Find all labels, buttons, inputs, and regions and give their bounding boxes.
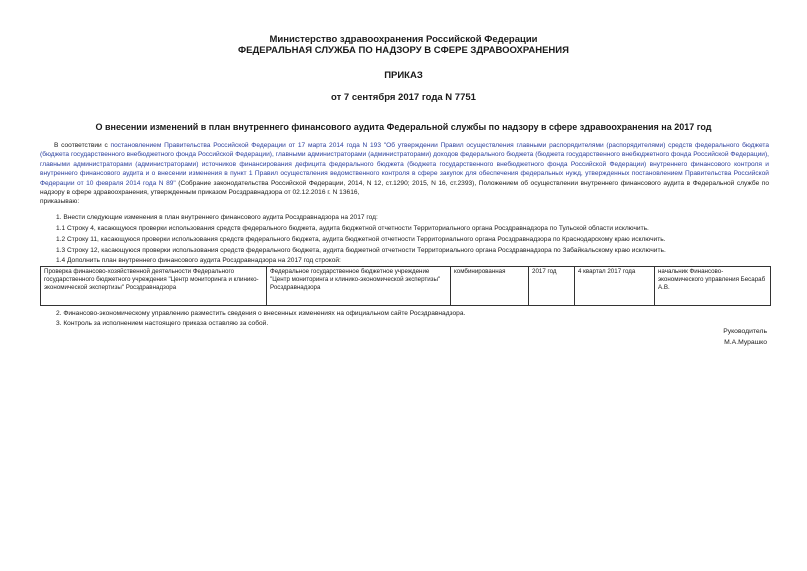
ministry-name: Министерство здравоохранения Российской Федерации xyxy=(269,34,538,45)
table-cell-subject: Проверка финансово-хозяйственной деятельности Федерального государственного бюджетного учреждения "Центр мониторинга и клинико-экономической экспертизы" Росздравнадзора xyxy=(41,267,267,306)
order-item-3: 3. Контроль за исполнением настоящего приказа оставляю за собой. xyxy=(56,320,269,327)
order-item-1-1: 1.1 Строку 4, касающуюся проверки использования средств федерального бюджета, аудита бюджетной отчетности Территориального органа Росздравнадзора по Тульской области исключить. xyxy=(56,225,649,232)
order-item-2: 2. Финансово-экономическому управлению разместить сведения о внесенных изменениях на официальном сайте Росздравнадзора. xyxy=(56,310,466,317)
table-cell-object: Федеральное государственное бюджетное учреждение "Центр мониторинга и клинико-экономической экспертизы" Росздравнадзора xyxy=(267,267,451,306)
table-cell-term: 4 квартал 2017 года xyxy=(575,267,655,306)
order-item-1-4: 1.4 Дополнить план внутреннего финансового аудита Росздравнадзора на 2017 год строкой: xyxy=(56,257,341,264)
order-item-1: 1. Внести следующие изменения в план внутреннего финансового аудита Росздравнадзора на 2017 год: xyxy=(56,214,378,221)
table-cell-method: комбинированная xyxy=(451,267,529,306)
order-item-1-2: 1.2 Строку 11, касающуюся проверки использования средств федерального бюджета, аудита бюджетной отчетности Территориального органа Росздравнадзора по Краснодарскому краю исключить. xyxy=(56,236,666,243)
audit-plan-row-table xyxy=(40,266,771,306)
order-item-1-3: 1.3 Строку 12, касающуюся проверки использования средств федерального бюджета, аудита бюджетной отчетности Территориального органа Росздравнадзора по Забайкальскому краю исключить. xyxy=(56,247,666,254)
table-row xyxy=(41,267,771,306)
table-cell-period: 2017 год xyxy=(529,267,575,306)
document-subject: О внесении изменений в план внутреннего финансового аудита Федеральной службы по надзору в сфере здравоохранения на 2017 год xyxy=(95,122,712,132)
government-decree-link[interactable]: постановлением Правительства Российской Федерации от 17 марта 2014 года N 193 "Об утверждении Правил осуществления главными распорядителями (распорядителями) средств федерального бюджета (бюджета государственного внебюджетного фонда Российской Федерации), главными администраторами (администраторами) доходов федерального бюджета (бюджета государственного внебюджетного фонда Российской Федерации), главными администраторами (администраторами) источников финансирования дефицита федерального бюджета (бюджета государственного внебюджетного фонда Российской Федерации) внутреннего финансового контроля и внутреннего финансового аудита и о внесении изменения в пункт 1 Правил осуществления ведомственного контроля в сфере закупок для обеспечения федеральных нужд, утвержденных постановлением Правительства Российской Федерации от 10 февраля 2014 года N 89" xyxy=(40,142,769,187)
service-name: ФЕДЕРАЛЬНАЯ СЛУЖБА ПО НАДЗОРУ В СФЕРЕ ЗДРАВООХРАНЕНИЯ xyxy=(238,45,569,56)
preamble-text-end: (Собрание законодательства Российской Федерации, 2014, N 12, ст.1290; 2015, N 16, ст.2393), Положением об осуществлении внутреннего финансового аудита в Федеральной службе по надзору в сфере здравоохранения, утвержденным приказом Росздравнадзора от 02.12.2016 г. N 13616, xyxy=(40,179,769,197)
preamble-paragraph xyxy=(40,141,769,207)
preamble-text-start: В соответствии с xyxy=(54,142,111,149)
order-word: приказываю: xyxy=(40,198,80,206)
table-cell-responsible: начальник Финансово-экономического управления Бесараб А.В. xyxy=(655,267,771,306)
signatory-name: М.А.Мурашко xyxy=(724,339,767,346)
document-type: ПРИКАЗ xyxy=(384,70,423,81)
document-date-number: от 7 сентября 2017 года N 7751 xyxy=(331,92,476,103)
signatory-title: Руководитель xyxy=(723,328,767,335)
